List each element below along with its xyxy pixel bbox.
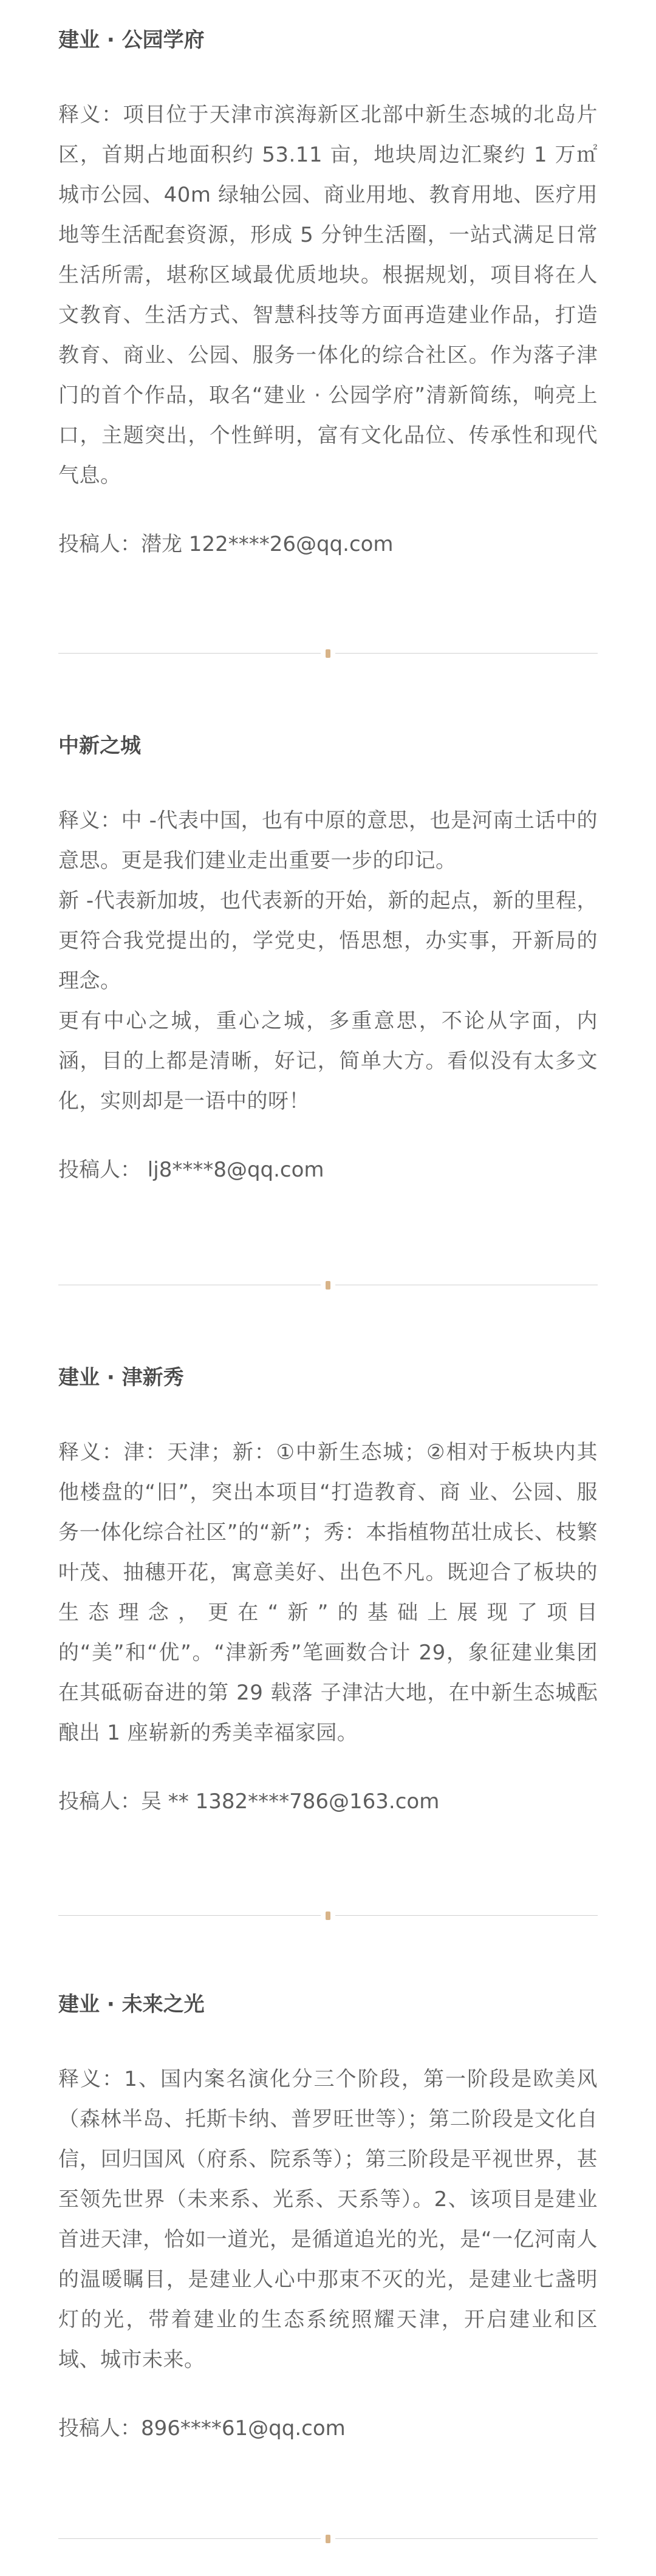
description-paragraph: 释义：津：天津；新：①中新生态城；②相对于板块内其他楼盘的“旧”，突出本项目“打造教育、商 业、公园、服务一体化综合社区”的“新”；秀：本指植物茁壮成长、枝繁叶茂、抽穗开花，寓意美好、出色不凡。既迎合了板块的生态理念，更在“新”的基础上展现了项目的“美”和“优”。“津新秀”笔画数合计 29，象征建业集团在其砥砺奋进的第 29 载落 子津沽大地，在中新生态城酝酿出 1 座崭新的秀美幸福家园。: [58, 1440, 598, 1745]
divider-ornament: [326, 2535, 330, 2543]
description-paragraph: 更有中心之城，重心之城，多重意思，不论从字面，内涵，目的上都是清晰，好记，简单大方。看似没有太多文化，实则却是一语中的呀！: [58, 1009, 598, 1113]
divider-ornament: [326, 649, 330, 658]
entry-description: [58, 801, 598, 1121]
entry-2: [58, 731, 598, 1184]
section-divider: [58, 1911, 598, 1921]
entry-author: 投稿人：潜龙 122****26@qq.com: [58, 532, 394, 556]
entry-author: 投稿人： lj8****8@qq.com: [58, 1158, 324, 1182]
entry-author: 投稿人：896****61@qq.com: [58, 2416, 346, 2441]
entry-4: [58, 1990, 598, 2443]
section-divider: [58, 1280, 598, 1290]
entry-3: [58, 1363, 598, 1816]
entry-title: 建业 · 津新秀: [58, 1365, 184, 1390]
description-paragraph: 释义：中 -代表中国，也有中原的意思，也是河南土话中的意思。更是我们建业走出重要一步的印记。: [58, 808, 598, 873]
divider-ornament: [326, 1912, 330, 1920]
section-divider: [58, 2534, 598, 2544]
description-paragraph: 新 -代表新加坡，也代表新的开始，新的起点，新的里程，更符合我党提出的，学党史，悟思想，办实事，开新局的理念。: [58, 889, 598, 993]
section-divider: [58, 649, 598, 658]
entry-title: 建业 · 公园学府: [58, 28, 205, 52]
entry-description: [58, 2059, 598, 2380]
entry-title: 中新之城: [58, 734, 141, 758]
entry-1: [58, 26, 598, 559]
description-paragraph: 释义：1、国内案名演化分三个阶段，第一阶段是欧美风（森林半岛、托斯卡纳、普罗旺世等）；第二阶段是文化自信，回归国风（府系、院系等）；第三阶段是平视世界，甚至领先世界（未来系、光系、天系等）。2、该项目是建业首进天津，恰如一道光，是循道追光的光，是“一亿河南人的温暖瞩目，是建业人心中那束不灭的光，是建业七盏明灯的光，带着建业的生态系统照耀天津，开启建业和区域、城市未来。: [58, 2067, 598, 2372]
divider-ornament: [326, 1281, 330, 1290]
description-paragraph: 释义：项目位于天津市滨海新区北部中新生态城的北岛片区，首期占地面积约 53.11 亩，地块周边汇聚约 1 万㎡城市公园、40m 绿轴公园、商业用地、教育用地、医疗用地等生活配套资源，形成 5 分钟生活圈，一站式满足日常生活所需，堪称区域最优质地块。根据规划，项目将在人文教育、生活方式、智慧科技等方面再造建业作品，打造教育、商业、公园、服务一体化的综合社区。作为落子津门的首个作品，取名“建业 · 公园学府”清新简练，响亮上口，主题突出，个性鲜明，富有文化品位、传承性和现代气息。: [58, 103, 598, 488]
entry-description: [58, 1432, 598, 1753]
entry-title: 建业 · 未来之光: [58, 1992, 205, 2017]
entry-author: 投稿人：吴 ** 1382****786@163.com: [58, 1789, 440, 1814]
entry-description: [58, 95, 598, 496]
